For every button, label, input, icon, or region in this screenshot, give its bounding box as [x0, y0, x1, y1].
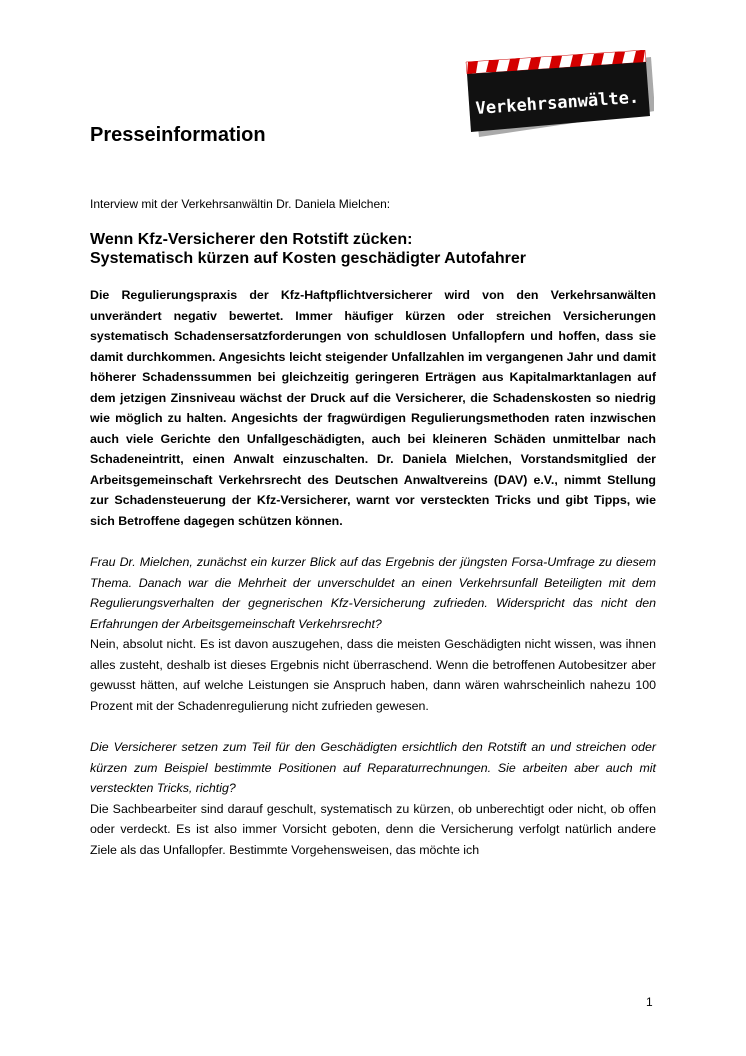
- article-body: [90, 285, 656, 860]
- title-line-2: Systematisch kürzen auf Kosten geschädigter Autofahrer: [90, 250, 526, 267]
- page-number: 1: [646, 995, 653, 1009]
- lead-paragraph: Die Regulierungspraxis der Kfz-Haftpflichtversicherer wird von den Verkehrsanwälten unverändert negativ bewertet. Immer häufiger kürzen oder streichen Versicherungen systematisch Schadensersatzforderungen von schuldlosen Unfallopfern und hoffen, dass sie damit durchkommen. Angesichts leicht steigender Unfallzahlen im vergangenen Jahr und damit höherer Schadenssummen bei gleichzeitig geringeren Erträgen aus Kapitalmarktanlagen auf dem jetzigen Zinsniveau wächst der Druck auf die Versicherer, die Schadenskosten so niedrig wie möglich zu halten. Angesichts der fragwürdigen Regulierungsmethoden raten inzwischen auch viele Gerichte den Unfallgeschädigten, auch bei kleineren Schäden unmittelbar nach Schadeneintritt, einen Anwalt einzuschalten. Dr. Daniela Mielchen, Vorstandsmitglied der Arbeitsgemeinschaft Verkehrsrecht des Deutschen Anwaltvereins (DAV) e.V., nimmt Stellung zur Schadensteuerung der Kfz-Versicherer, warnt vor versteckten Tricks und gibt Tipps, wie sich Betroffene dagegen schützen können.: [90, 288, 656, 528]
- logo-text: Verkehrsanwälte.: [474, 87, 640, 119]
- title-line-1: Wenn Kfz-Versicherer den Rotstift zücken:: [90, 231, 413, 248]
- paragraph-spacer: [90, 716, 656, 737]
- intro-line: Interview mit der Verkehrsanwältin Dr. Daniela Mielchen:: [90, 197, 391, 211]
- clapperboard-logo-icon: [462, 50, 654, 140]
- question-1: Frau Dr. Mielchen, zunächst ein kurzer Blick auf das Ergebnis der jüngsten Forsa-Umfrage zu diesem Thema. Danach war die Mehrheit der unverschuldet an einen Verkehrsunfall Beteiligten mit dem Regulierungsverhalten der gegnerischen Kfz-Versicherung zufrieden. Widerspricht das nicht den Erfahrungen der Arbeitsgemeinschaft Verkehrsrecht?: [90, 555, 656, 631]
- verkehrsanwaelte-logo: [462, 50, 654, 140]
- answer-1: Nein, absolut nicht. Es ist davon auszugehen, dass die meisten Geschädigten nicht wissen, was ihnen alles zusteht, deshalb ist dieses Ergebnis nicht überraschend. Wenn die betroffenen Autobesitzer aber gewusst hätten, auf welche Leistungen sie Anspruch haben, dann wären wahrscheinlich nahezu 100 Prozent mit der Schadenregulierung nicht zufrieden gewesen.: [90, 637, 656, 713]
- page-heading: Presseinformation: [90, 124, 266, 146]
- question-2: Die Versicherer setzen zum Teil für den Geschädigten ersichtlich den Rotstift an und streichen oder kürzen zum Beispiel bestimmte Positionen auf Reparaturrechnungen. Sie arbeiten aber auch mit versteckten Tricks, richtig?: [90, 740, 656, 795]
- answer-2: Die Sachbearbeiter sind darauf geschult, systematisch zu kürzen, ob unberechtigt oder nicht, ob offen oder verdeckt. Es ist also immer Vorsicht geboten, denn die Versicherung verfolgt natürlich andere Ziele als das Unfallopfer. Bestimmte Vorgehensweisen, das möchte ich: [90, 801, 656, 857]
- paragraph-spacer: [90, 531, 656, 552]
- article-title: [90, 230, 670, 268]
